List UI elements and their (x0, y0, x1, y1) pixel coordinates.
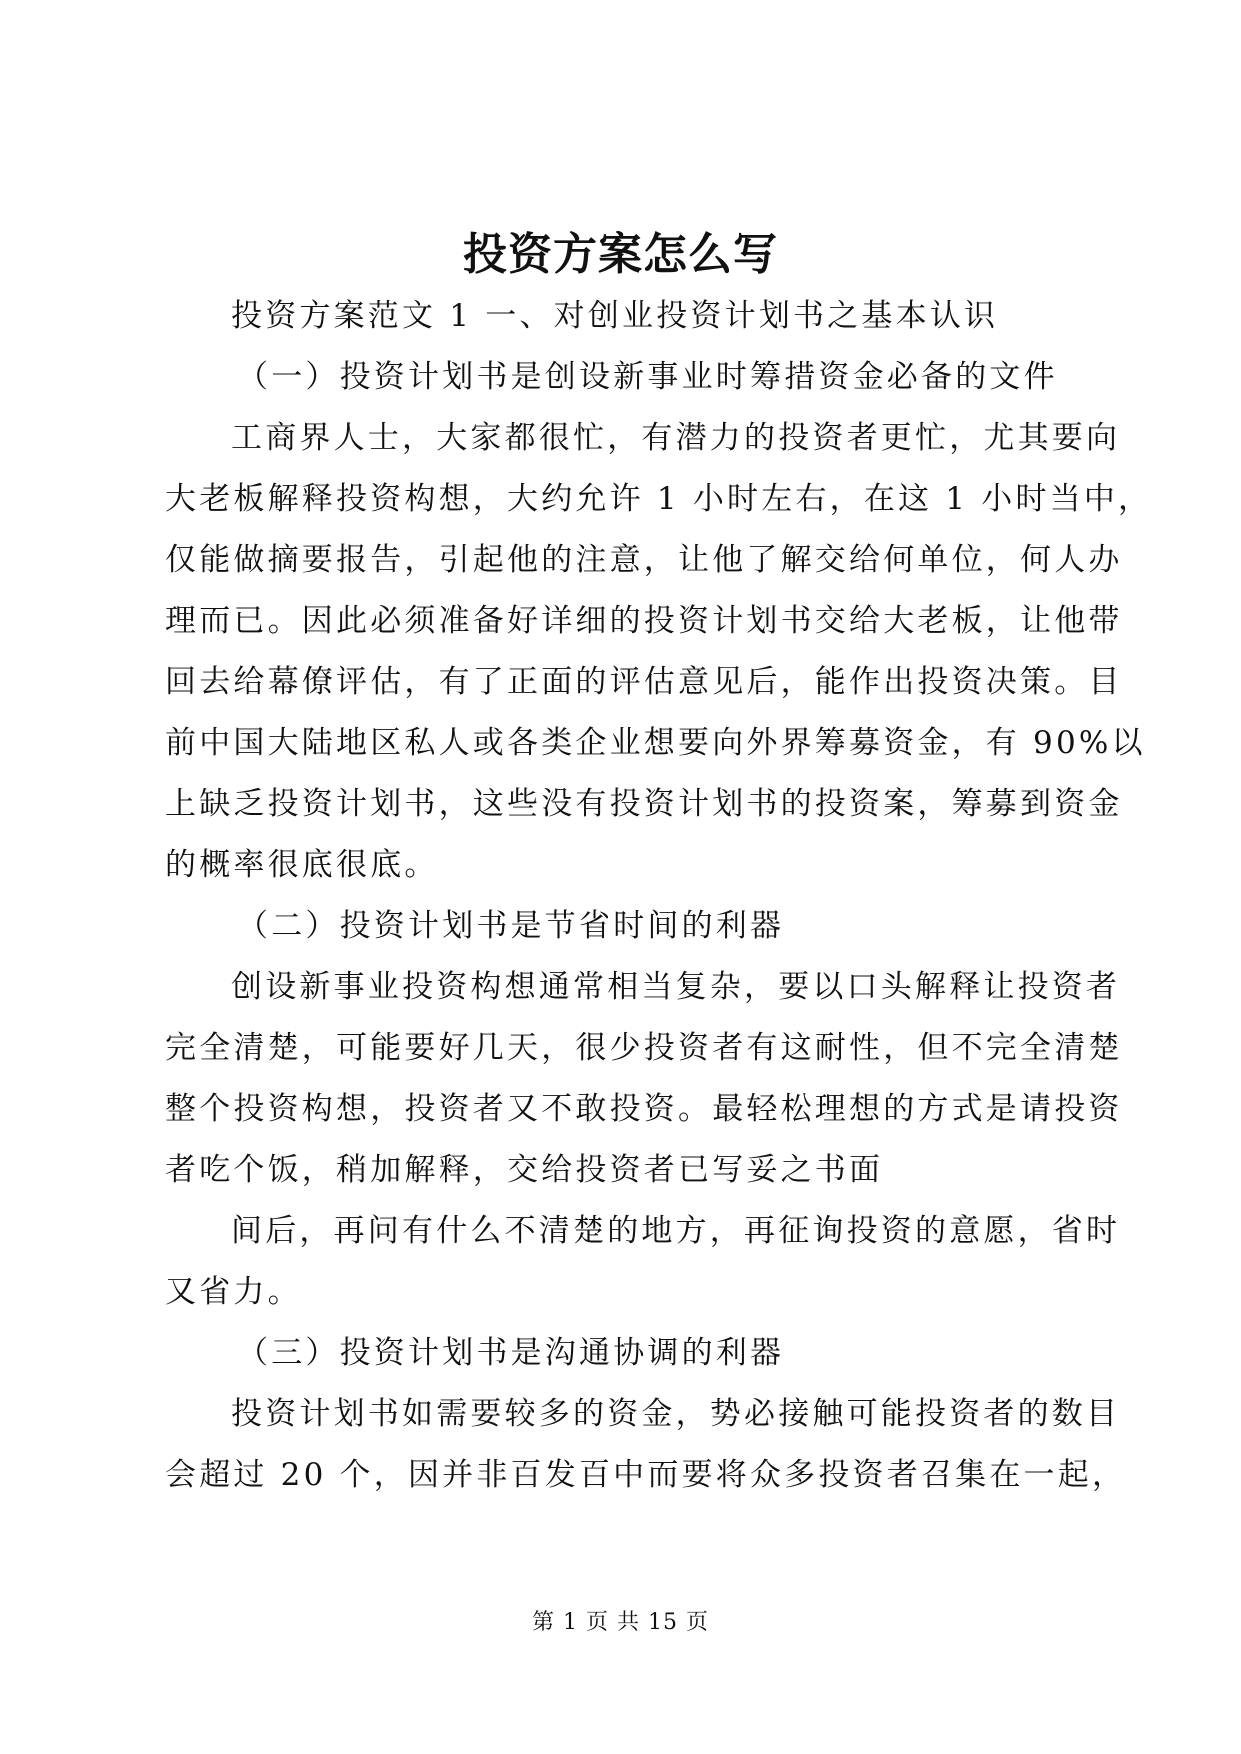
text-line: 的概率很底很底。 (165, 847, 439, 883)
text-line: 回去给幕僚评估，有了正面的评估意见后，能作出投资决策。目 (165, 664, 1123, 700)
text-line: 创设新事业投资构想通常相当复杂，要以口头解释让投资者 (231, 969, 1121, 1005)
text-line: 又省力。 (165, 1274, 302, 1310)
page-footer: 第 1 页 共 15 页 (532, 1610, 709, 1635)
text-line: 仅能做摘要报告，引起他的注意，让他了解交给何单位，何人办 (165, 542, 1123, 578)
text-line: （二）投资计划书是节省时间的利器 (237, 908, 785, 944)
text-line: 投资方案范文 1 一、对创业投资计划书之基本认识 (231, 298, 999, 334)
text-line: （一）投资计划书是创设新事业时筹措资金必备的文件 (237, 359, 1058, 395)
text-line: 者吃个饭，稍加解释，交给投资者已写妥之书面 (165, 1152, 884, 1188)
text-line: 理而已。因此必须准备好详细的投资计划书交给大老板，让他带 (165, 603, 1123, 639)
text-line: 大老板解释投资构想，大约允许 1 小时左右，在这 1 小时当中， (165, 481, 1153, 517)
text-line: （三）投资计划书是沟通协调的利器 (237, 1335, 785, 1371)
text-line: 会超过 20 个，因并非百发百中而要将众多投资者召集在一起， (165, 1457, 1127, 1493)
text-line: 完全清楚，可能要好几天，很少投资者有这耐性，但不完全清楚 (165, 1030, 1123, 1066)
text-line: 工商界人士，大家都很忙，有潜力的投资者更忙，尤其要向 (231, 420, 1121, 456)
text-line: 上缺乏投资计划书，这些没有投资计划书的投资案，筹募到资金 (165, 786, 1123, 822)
text-line: 前中国大陆地区私人或各类企业想要向外界筹募资金，有 90%以 (165, 725, 1146, 761)
text-line: 间后，再问有什么不清楚的地方，再征询投资的意愿，省时 (231, 1213, 1121, 1249)
document-title: 投资方案怎么写 (463, 229, 778, 280)
document-body (165, 286, 1153, 1506)
text-line: 投资计划书如需要较多的资金，势必接触可能投资者的数目 (231, 1396, 1121, 1432)
text-line: 整个投资构想，投资者又不敢投资。最轻松理想的方式是请投资 (165, 1091, 1123, 1127)
